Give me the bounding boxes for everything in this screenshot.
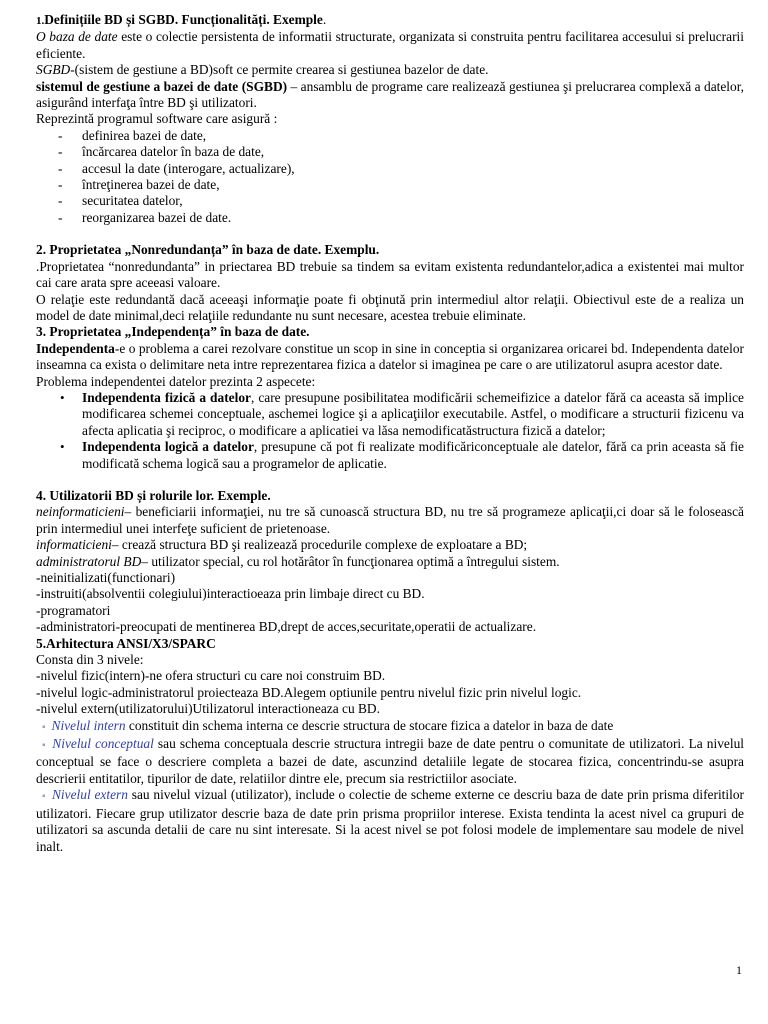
section-2-heading: 2. Proprietatea „Nonredundanța” în baza de date. Exemplu. <box>36 242 380 258</box>
square-bullet-icon: ▪ <box>42 721 46 733</box>
section-4-heading: 4. Utilizatorii BD și rolurile lor. Exemple. <box>36 487 271 503</box>
section-3-heading: 3. Proprietatea „Independența” în baza de date. <box>36 324 310 340</box>
architecture-line: -nivelul extern(utilizatorului)Utilizatorul interactioneaza cu BD. <box>36 701 380 717</box>
architecture-line: -nivelul fizic(intern)-ne ofera structuri cu care noi construim BD. <box>36 668 386 684</box>
internal-level-text: ▪ Nivelul intern constituit din schema interna ce descrie structura de stocare fizica a datelor in baza de date <box>42 717 614 733</box>
architecture-line: -nivelul logic-administratorul proiecteaza BD.Alegem optiunile pentru nivelul fizic prin nivelul logic. <box>36 684 582 700</box>
redundant-relation-text: O relaţie este redundantă dacă aceeaşi informaţie poate fi obţinută prin intermediul altor relaţii. Obiectivul este de a realiza un model de date minimal,deci relaţiile redundante nu sunt necesare, acestea trebuie eliminate. <box>36 291 744 323</box>
external-level-text: ▪ Nivelul extern sau nivelul vizual (utilizator), include o colectie de scheme externe ce descriu baza de date prin prisma diferitilor utilizatori. Fiecare grup utilizator descrie baza de date prin prisma propriilor interese. Exista tendinta la acest nivel ca grupuri de utilizatori sa ascunda detalii de care nu sint interesate. Si la acest nivel se pot folosi modele de implementare sau modele de nivel inalt. <box>36 787 744 854</box>
sgbd-definition: SGBD-(sistem de gestiune a BD)soft ce permite crearea si gestiunea bazelor de date. <box>36 62 489 78</box>
list-item: - accesul la date (interogare, actualizare), <box>58 160 295 176</box>
section-1-heading: 1.Definițiile BD și SGBD. Funcționalități. Exemple. <box>36 12 327 27</box>
list-item: - securitatea datelor, <box>58 193 183 209</box>
page-number: 1 <box>736 963 742 977</box>
architecture-line: Consta din 3 nivele: <box>36 652 144 668</box>
square-bullet-icon: ▪ <box>42 791 46 803</box>
it-users-text: informaticieni– crează structura BD şi realizează procedurile complexe de exploatare a BD; <box>36 537 528 553</box>
spacer <box>36 226 744 242</box>
user-type-line: -instruiti(absolventii colegiului)interactioeaza prin limbaje direct cu BD. <box>36 586 425 602</box>
user-type-line: -neinitializati(functionari) <box>36 570 176 585</box>
user-type-line: -administratori-preocupati de mentinerea BD,drept de acces,securitate,operatii de actualizare. <box>36 619 537 635</box>
spacer <box>36 472 744 488</box>
list-item: - încărcarea datelor în baza de date, <box>58 144 265 160</box>
sgbd-system-definition: sistemul de gestiune a bazei de date (SGBD) – ansamblu de programe care realizează gestiunea şi prelucrarea complexă a datelor, asigurând interfaţa între BD şi utilizatori. <box>36 78 744 111</box>
conceptual-level-text: ▪ Nivelul conceptual sau schema conceptuala descrie structura intregii baze de date pentru o comunitate de utilizatori. La nivelul conceptual se face o descriere completa a bazei de date, ascunzind detaliile legate de stocarea fizica, concentrindu-se asupra descrierii entitatilor, tipurilor de date, relatiilor dintre ele, precum sia restrictiilor asociate. <box>36 736 744 786</box>
square-bullet-icon: ▪ <box>42 740 47 752</box>
admin-text: administratorul BD– utilizator special, cu rol hotărâtor în funcţionarea optimă a întregului sistem. <box>36 553 560 569</box>
nonredundancy-text: .Proprietatea “nonredundanta” in priectarea BD trebuie sa tindem sa evitam existenta redundantelor,adica a existentei mai multor cai care arata spre aceeasi valoare. <box>36 258 744 291</box>
database-definition: O baza de date este o colectie persistenta de informatii structurate, organizata si construita pentru facilitarea accesului si prelucrarii eficiente. <box>36 29 744 61</box>
list-item: - întreţinerea bazei de date, <box>58 177 220 193</box>
list-item: - definirea bazei de date, <box>58 127 207 143</box>
list-item: - reorganizarea bazei de date. <box>58 209 232 225</box>
non-it-users-text: neinformaticieni– beneficiarii informaţiei, nu tre să cunoască structura BD, nu tre să programeze aplicaţii,ci doar să le folosească prin intermediul unei interfeţe suficient de prietenoase. <box>36 504 744 536</box>
independence-text: Independenta-e o problema a carei rezolvare constitue un scop in sine in conceptia si organizarea oricarei bd. Independenta datelor inseamna ca exista o delimitare neta intre reprezentarea fizica a datelor si imaginea pe care o are utilizatorul asupra acestor date. <box>36 340 744 373</box>
list-item: • Independenta fizică a datelor, care presupune posibilitatea modificării schemeifizice a datelor fără ca aceasta să implice modificarea schemei conceptuale, aschemei logice şi a aplicaţiilor executabile. Astfel, o modificare a structurii fizicenu va afecta aplicatia şi reciproc, o modificare a aplicatiei va lăsa nemodificatăstructura fizică a datelor; <box>60 389 744 438</box>
user-type-line: -programatori <box>36 602 111 618</box>
independence-aspects: Problema independentei datelor prezinta 2 aspecete: <box>36 373 316 389</box>
section-5-heading: 5.Arhitectura ANSI/X3/SPARC <box>36 635 216 651</box>
software-intro: Reprezintă programul software care asigură : <box>36 111 278 127</box>
document-body <box>36 12 744 855</box>
list-item: • Independenta logică a datelor, presupune că pot fi realizate modificăriconceptuale ale datelor, fără ca prin aceasta să fie modificată schema logică sau a programelor de aplicatie. <box>60 439 744 471</box>
